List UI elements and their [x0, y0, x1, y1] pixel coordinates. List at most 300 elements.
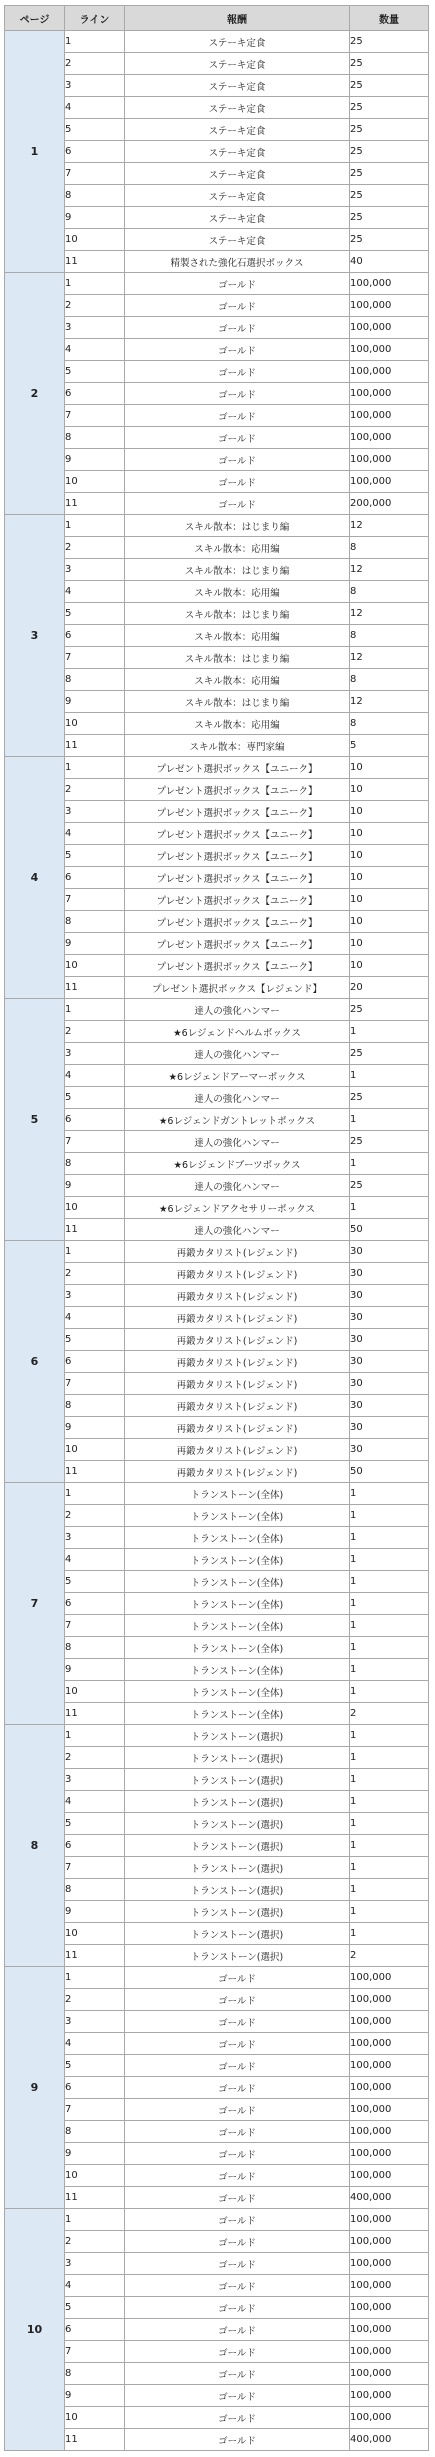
- line-number-cell: 4: [65, 823, 125, 845]
- line-number-cell: 10: [65, 1681, 125, 1703]
- reward-item-cell: ★6レジェンドガントレットボックス: [125, 1109, 350, 1131]
- table-row: [5, 713, 429, 735]
- page-number-cell: 9: [5, 1967, 65, 2209]
- quantity-cell: 100,000: [350, 317, 429, 339]
- table-row: [5, 603, 429, 625]
- table-row: [5, 867, 429, 889]
- quantity-cell: 100,000: [350, 383, 429, 405]
- reward-item-cell: ゴールド: [125, 2231, 350, 2253]
- reward-item-cell: スキル散本：はじまり編: [125, 515, 350, 537]
- quantity-cell: 1: [350, 1065, 429, 1087]
- line-number-cell: 6: [65, 625, 125, 647]
- reward-item-cell: 再鍛カタリスト(レジェンド): [125, 1439, 350, 1461]
- table-body: [5, 31, 429, 2451]
- line-number-cell: 2: [65, 1989, 125, 2011]
- table-row: [5, 1263, 429, 1285]
- reward-item-cell: トランストーン(選択): [125, 1857, 350, 1879]
- quantity-cell: 12: [350, 559, 429, 581]
- quantity-cell: 1: [350, 1483, 429, 1505]
- quantity-cell: 100,000: [350, 2319, 429, 2341]
- table-row: [5, 2165, 429, 2187]
- reward-item-cell: ゴールド: [125, 2033, 350, 2055]
- table-row: [5, 449, 429, 471]
- quantity-cell: 25: [350, 53, 429, 75]
- table-row: [5, 1241, 429, 1263]
- reward-item-cell: ゴールド: [125, 2407, 350, 2429]
- quantity-cell: 8: [350, 581, 429, 603]
- line-number-cell: 8: [65, 1879, 125, 1901]
- line-number-cell: 2: [65, 295, 125, 317]
- quantity-cell: 1: [350, 1593, 429, 1615]
- reward-item-cell: ステーキ定食: [125, 31, 350, 53]
- table-row: [5, 999, 429, 1021]
- quantity-cell: 25: [350, 999, 429, 1021]
- table-row: [5, 1307, 429, 1329]
- reward-item-cell: ステーキ定食: [125, 207, 350, 229]
- reward-item-cell: ステーキ定食: [125, 229, 350, 251]
- reward-item-cell: 再鍛カタリスト(レジェンド): [125, 1395, 350, 1417]
- reward-item-cell: ゴールド: [125, 2363, 350, 2385]
- line-number-cell: 11: [65, 1219, 125, 1241]
- quantity-cell: 20: [350, 977, 429, 999]
- line-number-cell: 4: [65, 1791, 125, 1813]
- quantity-cell: 100,000: [350, 2231, 429, 2253]
- table-row: [5, 2209, 429, 2231]
- line-number-cell: 1: [65, 1483, 125, 1505]
- table-row: [5, 1571, 429, 1593]
- table-row: [5, 1879, 429, 1901]
- reward-item-cell: ゴールド: [125, 2209, 350, 2231]
- reward-item-cell: ゴールド: [125, 1967, 350, 1989]
- quantity-cell: 1: [350, 1681, 429, 1703]
- reward-item-cell: プレゼント選択ボックス【ユニーク】: [125, 757, 350, 779]
- line-number-cell: 11: [65, 2429, 125, 2451]
- quantity-cell: 100,000: [350, 1967, 429, 1989]
- table-row: [5, 515, 429, 537]
- table-row: [5, 1043, 429, 1065]
- reward-item-cell: ゴールド: [125, 2297, 350, 2319]
- line-number-cell: 3: [65, 559, 125, 581]
- line-number-cell: 6: [65, 867, 125, 889]
- line-number-cell: 10: [65, 1923, 125, 1945]
- header-line: ライン: [65, 6, 125, 31]
- line-number-cell: 4: [65, 2033, 125, 2055]
- reward-item-cell: スキル散本：応用編: [125, 625, 350, 647]
- quantity-cell: 25: [350, 1131, 429, 1153]
- line-number-cell: 11: [65, 1703, 125, 1725]
- reward-item-cell: ★6レジェンドヘルムボックス: [125, 1021, 350, 1043]
- line-number-cell: 8: [65, 2363, 125, 2385]
- line-number-cell: 3: [65, 2253, 125, 2275]
- reward-item-cell: スキル散本：はじまり編: [125, 647, 350, 669]
- quantity-cell: 100,000: [350, 2143, 429, 2165]
- reward-item-cell: ゴールド: [125, 2077, 350, 2099]
- table-row: [5, 2363, 429, 2385]
- page-number-cell: 2: [5, 273, 65, 515]
- table-row: [5, 1923, 429, 1945]
- reward-item-cell: スキル散本：はじまり編: [125, 603, 350, 625]
- table-row: [5, 405, 429, 427]
- reward-item-cell: トランストーン(全体): [125, 1571, 350, 1593]
- quantity-cell: 1: [350, 1109, 429, 1131]
- reward-item-cell: トランストーン(全体): [125, 1527, 350, 1549]
- quantity-cell: 30: [350, 1439, 429, 1461]
- reward-item-cell: プレゼント選択ボックス【ユニーク】: [125, 823, 350, 845]
- line-number-cell: 2: [65, 2231, 125, 2253]
- line-number-cell: 2: [65, 537, 125, 559]
- line-number-cell: 5: [65, 2297, 125, 2319]
- reward-item-cell: トランストーン(選択): [125, 1835, 350, 1857]
- table-row: [5, 2121, 429, 2143]
- table-row: [5, 889, 429, 911]
- reward-item-cell: スキル散本：専門家編: [125, 735, 350, 757]
- table-row: [5, 757, 429, 779]
- quantity-cell: 1: [350, 1505, 429, 1527]
- line-number-cell: 5: [65, 845, 125, 867]
- table-row: [5, 801, 429, 823]
- quantity-cell: 100,000: [350, 2385, 429, 2407]
- quantity-cell: 100,000: [350, 2055, 429, 2077]
- quantity-cell: 25: [350, 97, 429, 119]
- quantity-cell: 30: [350, 1307, 429, 1329]
- line-number-cell: 8: [65, 185, 125, 207]
- table-row: [5, 1681, 429, 1703]
- quantity-cell: 1: [350, 1791, 429, 1813]
- table-row: [5, 1725, 429, 1747]
- table-row: [5, 1835, 429, 1857]
- quantity-cell: 400,000: [350, 2187, 429, 2209]
- reward-item-cell: 達人の強化ハンマー: [125, 999, 350, 1021]
- reward-item-cell: 再鍛カタリスト(レジェンド): [125, 1329, 350, 1351]
- quantity-cell: 10: [350, 889, 429, 911]
- quantity-cell: 1: [350, 1769, 429, 1791]
- quantity-cell: 50: [350, 1461, 429, 1483]
- table-row: [5, 251, 429, 273]
- reward-item-cell: ゴールド: [125, 2055, 350, 2077]
- header-page: ページ: [5, 6, 65, 31]
- reward-item-cell: スキル散本：はじまり編: [125, 691, 350, 713]
- line-number-cell: 4: [65, 339, 125, 361]
- quantity-cell: 400,000: [350, 2429, 429, 2451]
- quantity-cell: 1: [350, 1527, 429, 1549]
- quantity-cell: 25: [350, 31, 429, 53]
- reward-item-cell: プレゼント選択ボックス【レジェンド】: [125, 977, 350, 999]
- table-row: [5, 2297, 429, 2319]
- table-row: [5, 1219, 429, 1241]
- line-number-cell: 7: [65, 405, 125, 427]
- table-row: [5, 163, 429, 185]
- line-number-cell: 1: [65, 1241, 125, 1263]
- quantity-cell: 1: [350, 1021, 429, 1043]
- reward-item-cell: トランストーン(選択): [125, 1769, 350, 1791]
- line-number-cell: 4: [65, 581, 125, 603]
- line-number-cell: 4: [65, 1549, 125, 1571]
- reward-item-cell: ゴールド: [125, 2165, 350, 2187]
- quantity-cell: 100,000: [350, 2275, 429, 2297]
- reward-item-cell: スキル散本：はじまり編: [125, 559, 350, 581]
- quantity-cell: 1: [350, 1197, 429, 1219]
- reward-item-cell: ★6レジェンドアーマーボックス: [125, 1065, 350, 1087]
- table-row: [5, 317, 429, 339]
- reward-item-cell: ★6レジェンドブーツボックス: [125, 1153, 350, 1175]
- quantity-cell: 100,000: [350, 2209, 429, 2231]
- line-number-cell: 1: [65, 757, 125, 779]
- table-row: [5, 2341, 429, 2363]
- reward-item-cell: プレゼント選択ボックス【ユニーク】: [125, 955, 350, 977]
- line-number-cell: 7: [65, 2341, 125, 2363]
- line-number-cell: 9: [65, 1659, 125, 1681]
- table-row: [5, 2033, 429, 2055]
- table-row: [5, 1329, 429, 1351]
- line-number-cell: 4: [65, 1065, 125, 1087]
- quantity-cell: 25: [350, 1043, 429, 1065]
- quantity-cell: 1: [350, 1857, 429, 1879]
- quantity-cell: 25: [350, 75, 429, 97]
- table-row: [5, 1769, 429, 1791]
- line-number-cell: 10: [65, 955, 125, 977]
- quantity-cell: 200,000: [350, 493, 429, 515]
- quantity-cell: 10: [350, 911, 429, 933]
- reward-item-cell: ゴールド: [125, 2341, 350, 2363]
- quantity-cell: 30: [350, 1285, 429, 1307]
- reward-item-cell: ゴールド: [125, 493, 350, 515]
- table-row: [5, 911, 429, 933]
- quantity-cell: 30: [350, 1417, 429, 1439]
- reward-item-cell: ステーキ定食: [125, 141, 350, 163]
- table-row: [5, 779, 429, 801]
- quantity-cell: 10: [350, 823, 429, 845]
- quantity-cell: 12: [350, 691, 429, 713]
- quantity-cell: 1: [350, 1549, 429, 1571]
- header-reward: 報酬: [125, 6, 350, 31]
- table-row: [5, 1945, 429, 1967]
- table-row: [5, 1131, 429, 1153]
- quantity-cell: 1: [350, 1571, 429, 1593]
- reward-item-cell: ステーキ定食: [125, 163, 350, 185]
- line-number-cell: 6: [65, 1351, 125, 1373]
- line-number-cell: 2: [65, 1021, 125, 1043]
- table-row: [5, 1593, 429, 1615]
- reward-item-cell: トランストーン(選択): [125, 1879, 350, 1901]
- line-number-cell: 5: [65, 1813, 125, 1835]
- table-row: [5, 691, 429, 713]
- reward-item-cell: スキル散本：応用編: [125, 537, 350, 559]
- reward-item-cell: ゴールド: [125, 2429, 350, 2451]
- line-number-cell: 9: [65, 691, 125, 713]
- table-row: [5, 1461, 429, 1483]
- line-number-cell: 5: [65, 361, 125, 383]
- table-row: [5, 229, 429, 251]
- reward-item-cell: トランストーン(全体): [125, 1637, 350, 1659]
- quantity-cell: 10: [350, 933, 429, 955]
- line-number-cell: 9: [65, 207, 125, 229]
- table-row: [5, 273, 429, 295]
- table-row: [5, 1395, 429, 1417]
- table-row: [5, 493, 429, 515]
- table-row: [5, 1857, 429, 1879]
- line-number-cell: 1: [65, 1725, 125, 1747]
- quantity-cell: 25: [350, 229, 429, 251]
- table-row: [5, 735, 429, 757]
- table-row: [5, 559, 429, 581]
- quantity-cell: 100,000: [350, 2077, 429, 2099]
- quantity-cell: 40: [350, 251, 429, 273]
- table-row: [5, 2275, 429, 2297]
- table-row: [5, 1747, 429, 1769]
- reward-item-cell: トランストーン(全体): [125, 1505, 350, 1527]
- table-row: [5, 1417, 429, 1439]
- quantity-cell: 25: [350, 185, 429, 207]
- line-number-cell: 4: [65, 97, 125, 119]
- quantity-cell: 8: [350, 537, 429, 559]
- quantity-cell: 100,000: [350, 273, 429, 295]
- line-number-cell: 11: [65, 1945, 125, 1967]
- table-row: [5, 339, 429, 361]
- reward-item-cell: ゴールド: [125, 2319, 350, 2341]
- reward-item-cell: ゴールド: [125, 2121, 350, 2143]
- table-row: [5, 2143, 429, 2165]
- table-row: [5, 427, 429, 449]
- line-number-cell: 8: [65, 427, 125, 449]
- reward-item-cell: プレゼント選択ボックス【ユニーク】: [125, 889, 350, 911]
- line-number-cell: 9: [65, 1175, 125, 1197]
- table-row: [5, 1703, 429, 1725]
- line-number-cell: 7: [65, 647, 125, 669]
- table-row: [5, 977, 429, 999]
- quantity-cell: 30: [350, 1263, 429, 1285]
- table-row: [5, 1439, 429, 1461]
- table-row: [5, 2385, 429, 2407]
- line-number-cell: 4: [65, 2275, 125, 2297]
- line-number-cell: 3: [65, 801, 125, 823]
- reward-item-cell: ステーキ定食: [125, 119, 350, 141]
- line-number-cell: 6: [65, 383, 125, 405]
- quantity-cell: 100,000: [350, 2341, 429, 2363]
- line-number-cell: 10: [65, 2165, 125, 2187]
- table-row: [5, 1549, 429, 1571]
- quantity-cell: 25: [350, 119, 429, 141]
- quantity-cell: 1: [350, 1747, 429, 1769]
- line-number-cell: 6: [65, 141, 125, 163]
- quantity-cell: 100,000: [350, 449, 429, 471]
- quantity-cell: 1: [350, 1725, 429, 1747]
- reward-item-cell: 再鍛カタリスト(レジェンド): [125, 1417, 350, 1439]
- page-number-cell: 3: [5, 515, 65, 757]
- reward-item-cell: 再鍛カタリスト(レジェンド): [125, 1241, 350, 1263]
- table-row: [5, 2077, 429, 2099]
- quantity-cell: 100,000: [350, 427, 429, 449]
- line-number-cell: 1: [65, 999, 125, 1021]
- table-row: [5, 1615, 429, 1637]
- table-row: [5, 141, 429, 163]
- quantity-cell: 12: [350, 647, 429, 669]
- reward-item-cell: スキル散本：応用編: [125, 713, 350, 735]
- table-row: [5, 295, 429, 317]
- line-number-cell: 3: [65, 2011, 125, 2033]
- quantity-cell: 100,000: [350, 295, 429, 317]
- quantity-cell: 100,000: [350, 361, 429, 383]
- quantity-cell: 8: [350, 713, 429, 735]
- quantity-cell: 100,000: [350, 2363, 429, 2385]
- reward-item-cell: ゴールド: [125, 383, 350, 405]
- table-row: [5, 97, 429, 119]
- quantity-cell: 100,000: [350, 339, 429, 361]
- quantity-cell: 10: [350, 757, 429, 779]
- line-number-cell: 7: [65, 2099, 125, 2121]
- reward-item-cell: プレゼント選択ボックス【ユニーク】: [125, 911, 350, 933]
- quantity-cell: 100,000: [350, 405, 429, 427]
- line-number-cell: 4: [65, 1307, 125, 1329]
- quantity-cell: 100,000: [350, 2253, 429, 2275]
- page-number-cell: 4: [5, 757, 65, 999]
- reward-item-cell: 再鍛カタリスト(レジェンド): [125, 1263, 350, 1285]
- line-number-cell: 7: [65, 1373, 125, 1395]
- table-row: [5, 1373, 429, 1395]
- reward-item-cell: トランストーン(全体): [125, 1659, 350, 1681]
- table-row: [5, 845, 429, 867]
- reward-item-cell: トランストーン(全体): [125, 1549, 350, 1571]
- table-row: [5, 2253, 429, 2275]
- quantity-cell: 5: [350, 735, 429, 757]
- table-row: [5, 1989, 429, 2011]
- reward-item-cell: ゴールド: [125, 2099, 350, 2121]
- table-row: [5, 1527, 429, 1549]
- reward-item-cell: トランストーン(全体): [125, 1615, 350, 1637]
- quantity-cell: 25: [350, 163, 429, 185]
- table-row: [5, 581, 429, 603]
- table-row: [5, 625, 429, 647]
- table-row: [5, 2187, 429, 2209]
- reward-item-cell: トランストーン(選択): [125, 1813, 350, 1835]
- line-number-cell: 8: [65, 911, 125, 933]
- line-number-cell: 10: [65, 471, 125, 493]
- page-number-cell: 7: [5, 1483, 65, 1725]
- line-number-cell: 6: [65, 1109, 125, 1131]
- reward-item-cell: 再鍛カタリスト(レジェンド): [125, 1461, 350, 1483]
- quantity-cell: 2: [350, 1703, 429, 1725]
- line-number-cell: 2: [65, 779, 125, 801]
- line-number-cell: 9: [65, 1901, 125, 1923]
- line-number-cell: 5: [65, 1329, 125, 1351]
- reward-item-cell: ゴールド: [125, 339, 350, 361]
- quantity-cell: 1: [350, 1879, 429, 1901]
- table-row: [5, 1285, 429, 1307]
- reward-item-cell: トランストーン(選択): [125, 1747, 350, 1769]
- line-number-cell: 5: [65, 1087, 125, 1109]
- line-number-cell: 10: [65, 229, 125, 251]
- reward-item-cell: トランストーン(選択): [125, 1901, 350, 1923]
- table-row: [5, 1197, 429, 1219]
- line-number-cell: 9: [65, 2143, 125, 2165]
- reward-item-cell: ステーキ定食: [125, 185, 350, 207]
- quantity-cell: 25: [350, 1087, 429, 1109]
- quantity-cell: 30: [350, 1329, 429, 1351]
- quantity-cell: 12: [350, 515, 429, 537]
- reward-item-cell: ★6レジェンドアクセサリーボックス: [125, 1197, 350, 1219]
- table-row: [5, 31, 429, 53]
- line-number-cell: 9: [65, 449, 125, 471]
- table-row: [5, 1791, 429, 1813]
- header-quantity: 数量: [350, 6, 429, 31]
- reward-item-cell: 達人の強化ハンマー: [125, 1131, 350, 1153]
- reward-item-cell: ゴールド: [125, 273, 350, 295]
- page-number-cell: 10: [5, 2209, 65, 2451]
- reward-item-cell: トランストーン(選択): [125, 1791, 350, 1813]
- table-row: [5, 1153, 429, 1175]
- line-number-cell: 3: [65, 1043, 125, 1065]
- reward-item-cell: ゴールド: [125, 317, 350, 339]
- quantity-cell: 2: [350, 1945, 429, 1967]
